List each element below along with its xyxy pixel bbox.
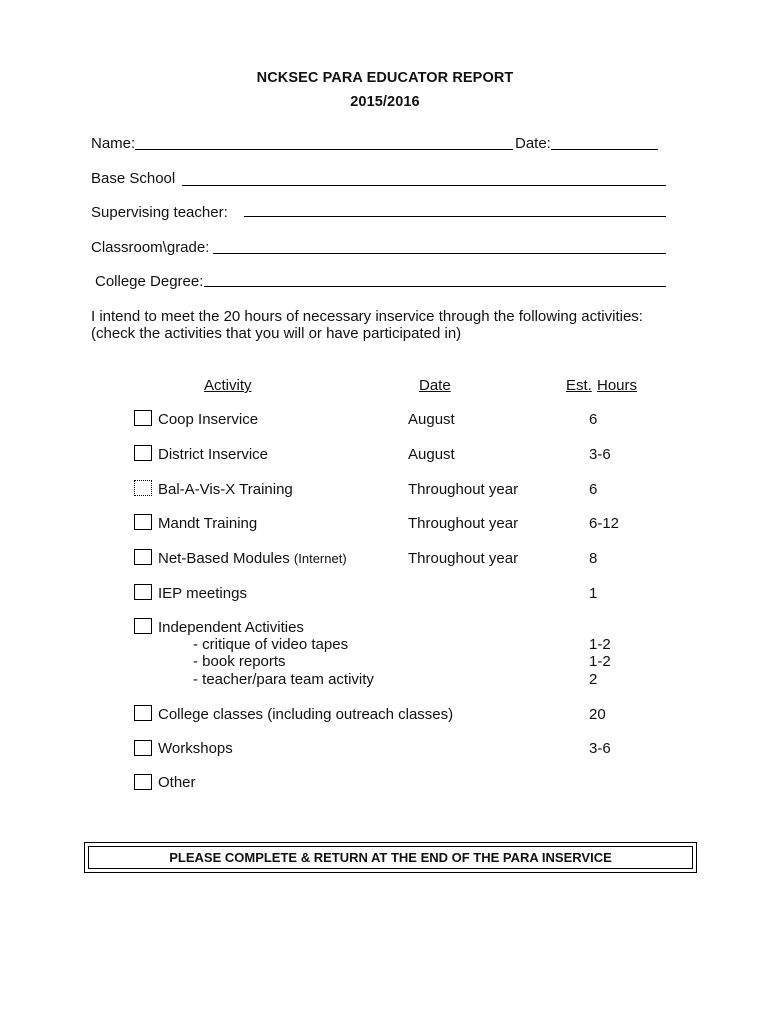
activity-label: College classes (including outreach classes) [158,706,454,723]
classroom-grade-field[interactable] [213,253,666,254]
col-activity-header: Activity [204,377,252,394]
activity-label: Workshops [158,740,233,757]
activity-hours: 6-12 [589,515,620,532]
checkbox-iep-meetings[interactable] [134,584,152,600]
activity-hours: 8 [589,550,598,567]
supervising-teacher-label: Supervising teacher: [91,204,228,221]
sub-activity-label: - teacher/para team activity [193,671,374,688]
activity-label: Other [158,774,196,791]
name-field[interactable] [135,149,513,150]
activity-hours: 20 [589,706,606,723]
checkbox-workshops[interactable] [134,740,152,756]
checkbox-coop-inservice[interactable] [134,410,152,426]
activity-label: District Inservice [158,446,269,463]
sub-activity-hours: 1-2 [589,653,611,670]
col-hours-header: Hours [597,377,638,394]
sub-activity-label: - critique of video tapes [193,636,349,653]
col-date-header: Date [419,377,451,394]
checkbox-mandt-training[interactable] [134,514,152,530]
activity-label: Net-Based Modules [158,550,290,567]
base-school-field[interactable] [182,185,666,186]
activity-hours: 3-6 [589,446,611,463]
activity-date: August [408,446,455,463]
supervising-teacher-field[interactable] [244,216,666,217]
checkbox-college-classes[interactable] [134,705,152,721]
intro-line-2: (check the activities that you will or have participated in) [91,325,462,342]
activity-label-wrap [158,550,347,567]
sub-activity-hours: 2 [589,671,598,688]
date-field[interactable] [551,149,658,150]
college-degree-label: College Degree: [95,273,204,290]
activity-date: August [408,411,455,428]
base-school-label: Base School [91,170,176,187]
sub-activity-label: - book reports [193,653,286,670]
activity-hours: 3-6 [589,740,611,757]
activity-date: Throughout year [408,481,519,498]
form-title: NCKSEC PARA EDUCATOR REPORT [256,70,514,86]
activity-label: Coop Inservice [158,411,259,428]
date-label: Date: [515,135,551,152]
activity-label: Independent Activities [158,619,304,636]
checkbox-net-based-modules[interactable] [134,549,152,565]
checkbox-independent-activities[interactable] [134,618,152,634]
classroom-grade-label: Classroom\grade: [91,239,210,256]
intro-line-1: I intend to meet the 20 hours of necessary inservice through the following activities: [91,308,643,325]
checkbox-bal-a-vis-x[interactable] [134,480,152,496]
sub-activity-hours: 1-2 [589,636,611,653]
checkbox-other[interactable] [134,774,152,790]
activity-label: Bal-A-Vis-X Training [158,481,293,498]
activity-date: Throughout year [408,550,519,567]
return-instructions-banner [84,842,697,873]
activity-hours: 6 [589,411,598,428]
activity-label: IEP meetings [158,585,247,602]
activity-label: Mandt Training [158,515,258,532]
return-instructions-text: PLEASE COMPLETE & RETURN AT THE END OF THE PARA INSERVICE [88,846,693,869]
activity-hours: 1 [589,585,598,602]
college-degree-field[interactable] [204,286,666,287]
form-year: 2015/2016 [350,94,420,110]
activity-hours: 6 [589,481,598,498]
activity-note: (Internet) [293,551,347,566]
col-est-header: Est. [566,377,592,394]
activity-date: Throughout year [408,515,519,532]
checkbox-district-inservice[interactable] [134,445,152,461]
name-label: Name: [91,135,136,152]
